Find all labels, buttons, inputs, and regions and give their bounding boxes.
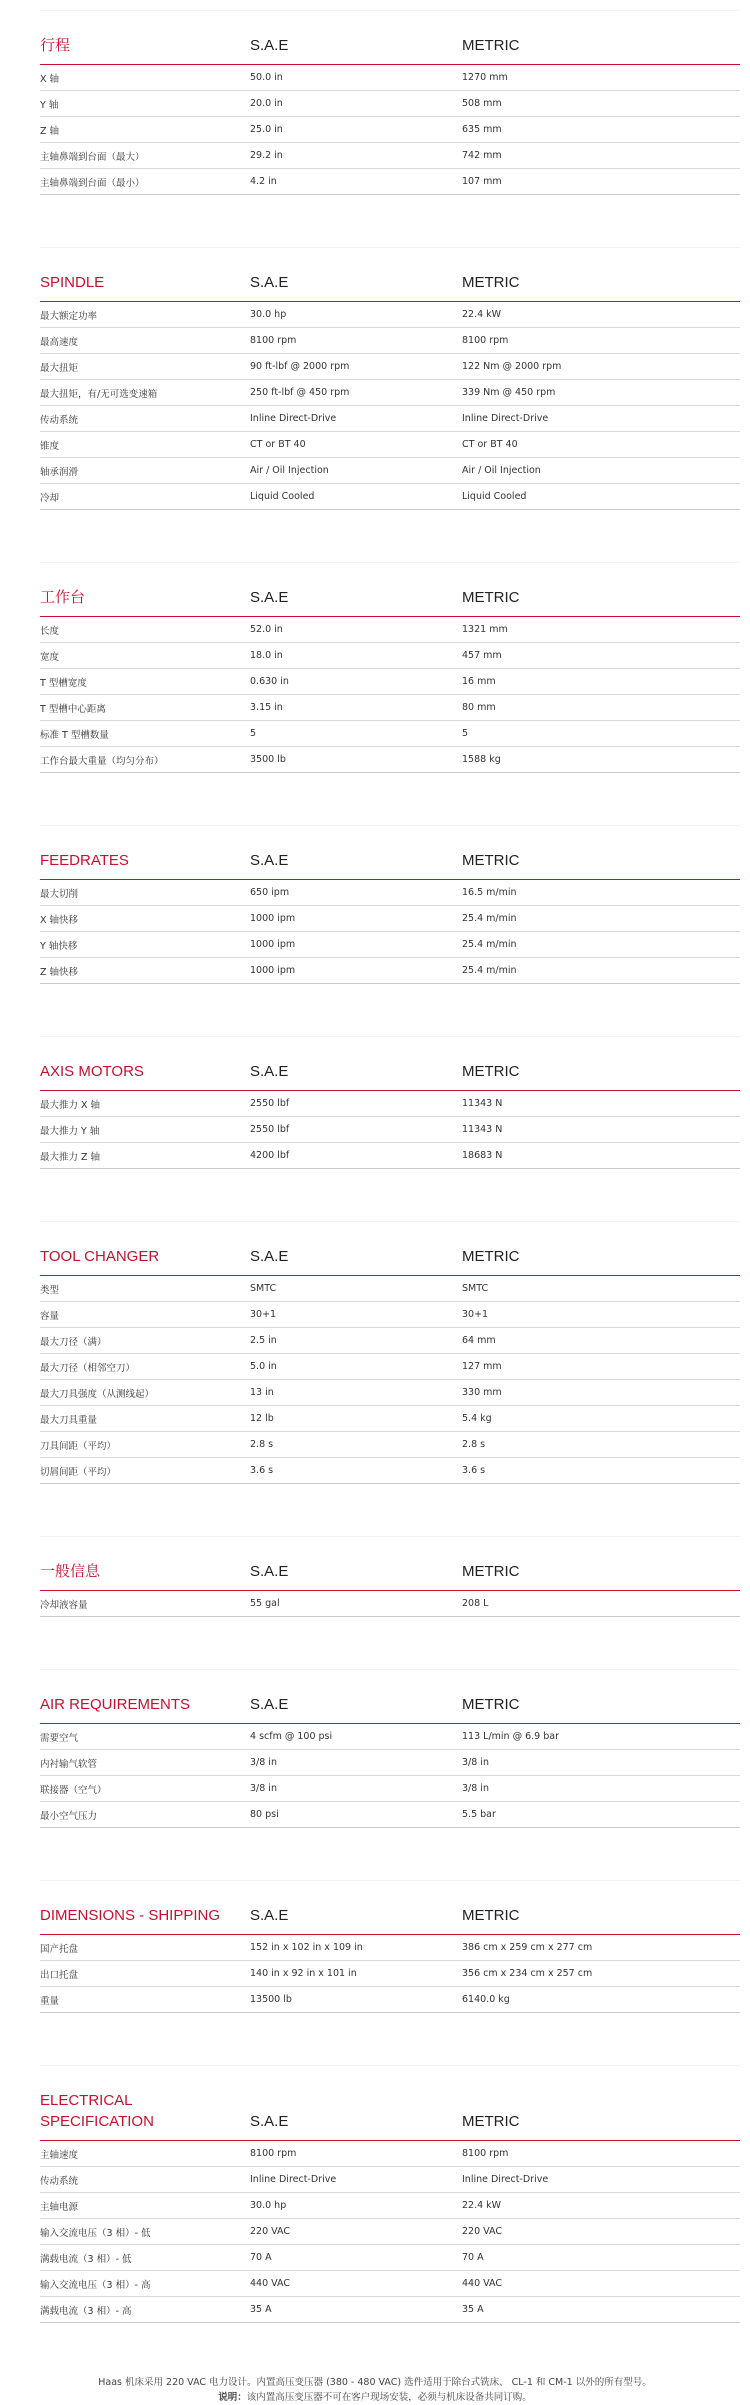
spec-sae-value: 2550 lbf [250,1098,290,1109]
spec-row [40,302,740,328]
spec-metric-value: 1588 kg [462,754,501,765]
spec-name: 最大推力 X 轴 [40,1099,101,1111]
spec-name: Y 轴 [40,99,59,111]
spec-sections [0,10,750,2323]
spec-row [40,1276,740,1302]
spec-row [40,1143,740,1169]
spec-section [40,1880,740,2013]
section-header [40,587,740,617]
spec-row [40,380,740,406]
spec-metric-value: 70 A [462,2252,484,2263]
spec-sae-value: 2.8 s [250,1439,274,1450]
spec-row [40,880,740,906]
spec-row [40,1354,740,1380]
section-header [40,272,740,302]
spec-row [40,669,740,695]
spec-sae-value: 5 [250,728,257,739]
spec-sae-value: 140 in x 92 in x 101 in [250,1968,357,1979]
spec-name: 需要空气 [40,1732,79,1744]
spec-metric-value: 8100 rpm [462,335,509,346]
spec-name: 刀具间距（平均） [40,1440,117,1452]
spec-sae-value: Inline Direct-Drive [250,413,337,424]
spec-row [40,91,740,117]
spec-name: 国产托盘 [40,1943,79,1955]
spec-row [40,1724,740,1750]
spec-sae-value: 25.0 in [250,124,283,135]
spec-row [40,2167,740,2193]
section-title: 一般信息 [40,1563,101,1580]
spec-name: 满载电流（3 相）- 高 [40,2305,132,2317]
spec-section [40,1536,740,1617]
spec-metric-value: 3/8 in [462,1783,489,1794]
section-header [40,1561,740,1591]
spec-metric-value: 440 VAC [462,2278,503,2289]
spec-name: 容量 [40,1310,60,1322]
spec-sae-value: 152 in x 102 in x 109 in [250,1942,363,1953]
spec-sae-value: 1000 ipm [250,913,296,924]
spec-sae-value: 1000 ipm [250,939,296,950]
spec-metric-value: 356 cm x 234 cm x 257 cm [462,1968,593,1979]
sae-column-header: S.A.E [250,274,289,291]
spec-name: 联接器（空气） [40,1784,107,1796]
spec-name: 满载电流（3 相）- 低 [40,2253,132,2265]
spec-name: 重量 [40,1995,60,2007]
metric-column-header: METRIC [462,37,520,54]
spec-section [40,1221,740,1484]
spec-row [40,2219,740,2245]
spec-metric-value: 742 mm [462,150,502,161]
spec-name: 主轴速度 [40,2149,79,2161]
spec-name: T 型槽中心距离 [40,703,106,715]
section-title: FEEDRATES [40,852,129,869]
spec-section [40,1669,740,1828]
spec-sae-value: 30+1 [250,1309,277,1320]
spec-sae-value: 30.0 hp [250,2200,287,2211]
spec-sae-value: 650 ipm [250,887,290,898]
spec-section [40,10,740,195]
spec-row [40,1935,740,1961]
spec-sae-value: 440 VAC [250,2278,291,2289]
spec-metric-value: 339 Nm @ 450 rpm [462,387,556,398]
spec-sae-value: 12 lb [250,1413,274,1424]
spec-metric-value: Inline Direct-Drive [462,2174,549,2185]
spec-metric-value: 30+1 [462,1309,489,1320]
spec-metric-value: 386 cm x 259 cm x 277 cm [462,1942,593,1953]
metric-column-header: METRIC [462,852,520,869]
spec-row [40,1432,740,1458]
spec-metric-value: SMTC [462,1283,489,1294]
sae-column-header: S.A.E [250,852,289,869]
spec-row [40,1091,740,1117]
metric-column-header: METRIC [462,1248,520,1265]
spec-sae-value: 35 A [250,2304,272,2315]
spec-name: 最大刀具重量 [40,1414,98,1426]
spec-sae-value: 1000 ipm [250,965,296,976]
section-title: TOOL CHANGER [40,1248,160,1265]
spec-metric-value: 330 mm [462,1387,502,1398]
spec-row [40,1961,740,1987]
spec-sae-value: 3.15 in [250,702,283,713]
footer-note [0,2375,750,2405]
spec-row [40,747,740,773]
spec-metric-value: 208 L [462,1598,489,1609]
spec-metric-value: 508 mm [462,98,502,109]
spec-sae-value: 80 psi [250,1809,279,1820]
spec-metric-value: 127 mm [462,1361,502,1372]
spec-metric-value: 3.6 s [462,1465,486,1476]
spec-metric-value: 5.4 kg [462,1413,492,1424]
metric-column-header: METRIC [462,2113,520,2130]
sae-column-header: S.A.E [250,1063,289,1080]
spec-name: 冷却 [40,492,60,504]
spec-name: Y 轴快移 [40,940,78,952]
spec-metric-value: 5.5 bar [462,1809,496,1820]
spec-name: 切屑间距（平均） [40,1466,117,1478]
spec-sae-value: 250 ft-lbf @ 450 rpm [250,387,350,398]
spec-metric-value: 8100 rpm [462,2148,509,2159]
spec-metric-value: 64 mm [462,1335,496,1346]
spec-metric-value: 22.4 kW [462,2200,502,2211]
spec-sae-value: 55 gal [250,1598,280,1609]
spec-sae-value: 29.2 in [250,150,283,161]
spec-metric-value: CT or BT 40 [462,439,518,450]
spec-sae-value: 4 scfm @ 100 psi [250,1731,333,1742]
spec-sae-value: SMTC [250,1283,277,1294]
spec-metric-value: 11343 N [462,1098,503,1109]
sae-column-header: S.A.E [250,1248,289,1265]
spec-sae-value: Air / Oil Injection [250,465,329,476]
spec-row [40,2245,740,2271]
spec-row [40,406,740,432]
spec-name: 最小空气压力 [40,1810,98,1822]
spec-sae-value: 3.6 s [250,1465,274,1476]
section-title: AXIS MOTORS [40,1063,144,1080]
spec-sae-value: 220 VAC [250,2226,291,2237]
section-title: ELECTRICAL SPECIFICATION [40,2092,154,2130]
spec-row [40,1117,740,1143]
spec-metric-value: 107 mm [462,176,502,187]
spec-name: 出口托盘 [40,1969,79,1981]
spec-metric-value: 22.4 kW [462,309,502,320]
spec-row [40,1776,740,1802]
section-header [40,35,740,65]
spec-name: 工作台最大重量（均匀分布） [40,755,164,767]
spec-sae-value: 13 in [250,1387,274,1398]
spec-row [40,617,740,643]
spec-name: 最大扭矩 [40,362,79,374]
spec-metric-value: 2.8 s [462,1439,486,1450]
section-header [40,2090,740,2141]
spec-row [40,1406,740,1432]
spec-section [40,2065,740,2323]
spec-row [40,1302,740,1328]
spec-sae-value: 2.5 in [250,1335,277,1346]
spec-row [40,1458,740,1484]
spec-row [40,958,740,984]
spec-sae-value: 4200 lbf [250,1150,290,1161]
spec-name: Z 轴 [40,125,60,137]
spec-row [40,2297,740,2323]
spec-metric-value: 11343 N [462,1124,503,1135]
metric-column-header: METRIC [462,589,520,606]
spec-row [40,354,740,380]
spec-row [40,65,740,91]
section-header [40,1905,740,1935]
spec-metric-value: 25.4 m/min [462,965,517,976]
spec-row [40,432,740,458]
section-title: SPINDLE [40,274,105,291]
section-header [40,1061,740,1091]
spec-sae-value: 2550 lbf [250,1124,290,1135]
spec-sae-value: 50.0 in [250,72,283,83]
section-header [40,1246,740,1276]
spec-metric-value: 220 VAC [462,2226,503,2237]
spec-sae-value: 3/8 in [250,1783,277,1794]
section-title: 工作台 [40,589,86,606]
spec-name: 类型 [40,1284,60,1296]
footer-note-label: 说明： [218,2392,247,2403]
spec-metric-value: Inline Direct-Drive [462,413,549,424]
footer-line2 [0,2390,750,2405]
spec-metric-value: 5 [462,728,469,739]
metric-column-header: METRIC [462,1907,520,1924]
spec-row [40,695,740,721]
spec-name: 最大刀径（相邻空刀） [40,1362,136,1374]
spec-name: 锥度 [40,440,60,452]
spec-row [40,1802,740,1828]
spec-name: 冷却液容量 [40,1599,88,1611]
spec-metric-value: 113 L/min @ 6.9 bar [462,1731,559,1742]
spec-name: Z 轴快移 [40,966,79,978]
spec-sae-value: 18.0 in [250,650,283,661]
spec-name: X 轴 [40,73,60,85]
spec-metric-value: 80 mm [462,702,496,713]
spec-metric-value: 16 mm [462,676,496,687]
spec-metric-value: 457 mm [462,650,502,661]
spec-metric-value: Liquid Cooled [462,491,527,502]
spec-row [40,932,740,958]
spec-metric-value: 3/8 in [462,1757,489,1768]
spec-name: 主轴电源 [40,2201,79,2213]
spec-name: 主轴鼻端到台面（最大） [40,151,145,163]
section-header [40,1694,740,1724]
spec-row [40,1328,740,1354]
spec-metric-value: 122 Nm @ 2000 rpm [462,361,562,372]
sae-column-header: S.A.E [250,2113,289,2130]
spec-name: 轴承润滑 [40,466,79,478]
sae-column-header: S.A.E [250,37,289,54]
spec-name: 输入交流电压（3 相）- 低 [40,2227,151,2239]
footer-line1: Haas 机床采用 220 VAC 电力设计。内置高压变压器 (380 - 480 VAC) 选件适用于除台式铣床、 CL-1 和 CM-1 以外的所有型号。 [98,2377,652,2388]
spec-sae-value: 13500 lb [250,1994,292,2005]
spec-name: X 轴快移 [40,914,79,926]
spec-metric-value: 1270 mm [462,72,508,83]
metric-column-header: METRIC [462,274,520,291]
spec-row [40,906,740,932]
spec-row [40,1750,740,1776]
spec-row [40,2141,740,2167]
spec-row [40,1591,740,1617]
spec-name: 最大推力 Y 轴 [40,1125,100,1137]
spec-sae-value: 5.0 in [250,1361,277,1372]
spec-name: 最大刀具强度（从测线起） [40,1388,155,1400]
spec-sae-value: 90 ft-lbf @ 2000 rpm [250,361,350,372]
section-title: 行程 [40,37,71,54]
spec-name: 传动系统 [40,414,79,426]
spec-row [40,169,740,195]
spec-sae-value: 20.0 in [250,98,283,109]
spec-name: 传动系统 [40,2175,79,2187]
spec-name: 宽度 [40,651,60,663]
spec-sae-value: 3500 lb [250,754,286,765]
spec-sae-value: 4.2 in [250,176,277,187]
footer-note-text: 该内置高压变压器不可在客户现场安装，必须与机床设备共同订购。 [246,2392,532,2403]
spec-section [40,1036,740,1169]
sae-column-header: S.A.E [250,1696,289,1713]
spec-row [40,1380,740,1406]
spec-name: 主轴鼻端到台面（最小） [40,177,145,189]
spec-name: 长度 [40,625,60,637]
spec-sae-value: 0.630 in [250,676,289,687]
spec-name: 最大切削 [40,888,79,900]
spec-row [40,458,740,484]
spec-sae-value: CT or BT 40 [250,439,306,450]
spec-row [40,117,740,143]
spec-name: 最高速度 [40,336,79,348]
section-header [40,850,740,880]
spec-metric-value: 6140.0 kg [462,1994,510,2005]
spec-metric-value: 25.4 m/min [462,913,517,924]
spec-section [40,562,740,773]
spec-section [40,825,740,984]
spec-metric-value: 1321 mm [462,624,508,635]
spec-row [40,2271,740,2297]
spec-name: 内衬输气软管 [40,1758,98,1770]
spec-sae-value: Liquid Cooled [250,491,315,502]
sae-column-header: S.A.E [250,589,289,606]
spec-name: 最大刀径（满） [40,1336,107,1348]
spec-name: 标准 T 型槽数量 [40,729,109,741]
spec-sae-value: 8100 rpm [250,2148,297,2159]
spec-name: 最大额定功率 [40,310,98,322]
sae-column-header: S.A.E [250,1907,289,1924]
spec-metric-value: 16.5 m/min [462,887,517,898]
spec-row [40,143,740,169]
spec-metric-value: 635 mm [462,124,502,135]
section-title: AIR REQUIREMENTS [40,1696,191,1713]
spec-sae-value: 3/8 in [250,1757,277,1768]
sae-column-header: S.A.E [250,1563,289,1580]
spec-sae-value: 8100 rpm [250,335,297,346]
spec-sae-value: Inline Direct-Drive [250,2174,337,2185]
spec-name: 最大推力 Z 轴 [40,1151,101,1163]
spec-metric-value: 25.4 m/min [462,939,517,950]
spec-name: 最大扭矩，有/无可选变速箱 [40,388,158,400]
spec-row [40,328,740,354]
metric-column-header: METRIC [462,1563,520,1580]
metric-column-header: METRIC [462,1063,520,1080]
spec-row [40,643,740,669]
spec-sae-value: 30.0 hp [250,309,287,320]
section-title: DIMENSIONS - SHIPPING [40,1907,221,1924]
spec-metric-value: 35 A [462,2304,484,2315]
spec-sae-value: 70 A [250,2252,272,2263]
spec-row [40,721,740,747]
spec-sae-value: 52.0 in [250,624,283,635]
spec-row [40,2193,740,2219]
metric-column-header: METRIC [462,1696,520,1713]
spec-metric-value: 18683 N [462,1150,503,1161]
spec-row [40,1987,740,2013]
spec-row [40,484,740,510]
spec-section [40,247,740,510]
spec-metric-value: Air / Oil Injection [462,465,541,476]
spec-name: T 型槽宽度 [40,677,87,689]
spec-name: 输入交流电压（3 相）- 高 [40,2279,151,2291]
